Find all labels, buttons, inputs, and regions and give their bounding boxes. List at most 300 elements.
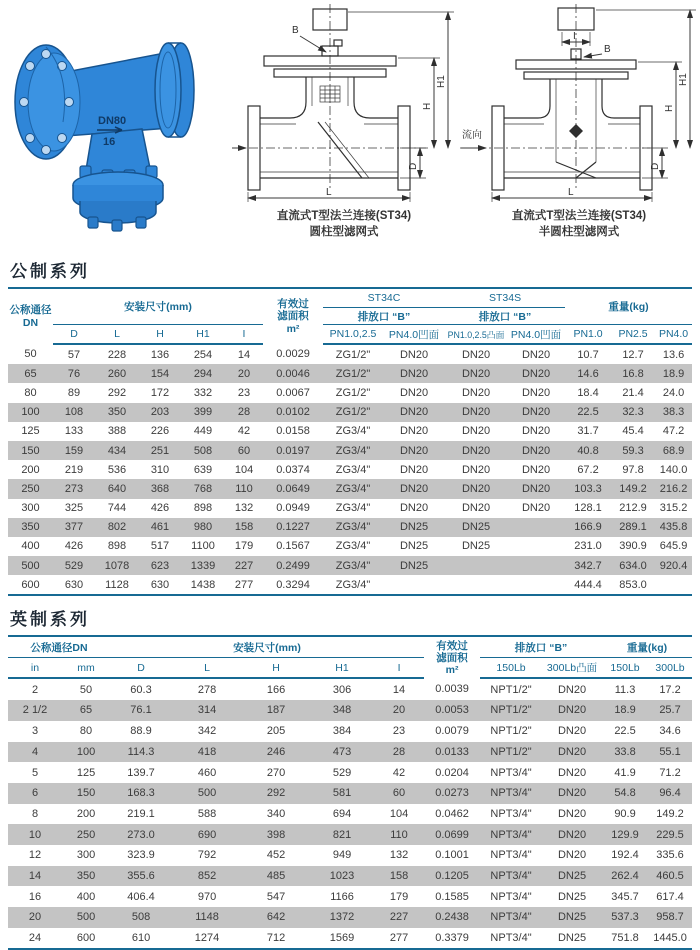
table-cell: 149.2 — [656, 807, 684, 820]
table-cell: 166.9 — [574, 521, 602, 534]
col-header-300lb-convex: 300Lb凸面 — [542, 658, 602, 679]
table-cell: 792 — [197, 849, 217, 862]
table-cell: DN20 — [557, 683, 587, 696]
table-cell: 20 — [392, 704, 406, 717]
table-cell: 40.8 — [577, 444, 599, 457]
table-cell: 1372 — [329, 911, 355, 924]
table-cell: 0.0067 — [276, 386, 310, 399]
table-cell: 226 — [150, 425, 170, 438]
table-cell: 246 — [266, 745, 286, 758]
table-cell: 60 — [392, 787, 406, 800]
table-cell: 154 — [150, 367, 170, 380]
table-cell: 0.1567 — [276, 540, 310, 553]
table-cell: NPT1/2" — [490, 745, 532, 758]
table-cell: 500 — [197, 787, 217, 800]
table-row — [8, 344, 692, 364]
table-cell: 384 — [332, 725, 352, 738]
table-cell: NPT1/2" — [490, 683, 532, 696]
table-cell: DN20 — [521, 425, 551, 438]
table-row — [8, 886, 692, 907]
imperial-series-table — [8, 635, 692, 950]
table-cell: 158 — [234, 521, 254, 534]
table-cell: NPT3/4" — [490, 828, 532, 841]
table-cell: 0.0102 — [276, 406, 310, 419]
table-cell: 452 — [266, 849, 286, 862]
table-cell: 980 — [193, 521, 213, 534]
table-cell: 67.2 — [577, 463, 599, 476]
col-header-in: in — [8, 658, 62, 679]
table-cell: 289.1 — [619, 521, 647, 534]
table-cell: 485 — [266, 869, 286, 882]
table-cell: 22.5 — [614, 725, 636, 738]
col-group-drain-c: 排放口 “B” — [323, 308, 445, 325]
table-cell: 0.1227 — [276, 521, 310, 534]
table-cell: NPT3/4" — [490, 849, 532, 862]
strainer-3d-icon — [0, 2, 230, 246]
table-cell: DN20 — [521, 367, 551, 380]
table-cell: DN20 — [461, 502, 491, 515]
dim-label-h: H — [664, 104, 675, 112]
imperial-section-title: 英制系列 — [10, 610, 90, 630]
table-cell: DN25 — [461, 521, 491, 534]
table-cell: NPT3/4" — [490, 932, 532, 945]
table-cell: 500 — [76, 911, 96, 924]
table-cell: 712 — [266, 932, 286, 945]
drawing1-caption-line1: 直流式T型法兰连接(ST34) — [276, 210, 412, 222]
table-cell: 640 — [107, 482, 127, 495]
table-cell: 435.8 — [659, 521, 688, 534]
table-cell: DN20 — [461, 482, 491, 495]
table-cell: ZG3/4" — [335, 521, 371, 534]
table-cell: 96.4 — [659, 787, 681, 800]
table-cell: 108 — [64, 406, 84, 419]
table-cell: ZG3/4" — [335, 559, 371, 572]
table-cell: 68.9 — [662, 444, 685, 457]
table-cell: 853.0 — [619, 578, 647, 591]
table-cell: 150 — [21, 444, 40, 457]
table-cell: 0.0046 — [276, 367, 310, 380]
table-cell: 90.9 — [614, 807, 636, 820]
dim-label-l: L — [568, 187, 574, 198]
table-cell: DN20 — [521, 482, 551, 495]
table-cell: 260 — [107, 367, 127, 380]
table-cell: 125 — [21, 425, 40, 438]
table-cell: 342.7 — [574, 559, 602, 572]
table-cell: 179 — [389, 890, 409, 903]
table-cell: 617.4 — [656, 890, 684, 903]
table-cell: DN20 — [399, 348, 429, 361]
table-cell: 10 — [28, 828, 42, 841]
table-cell: 205 — [266, 725, 286, 738]
table-cell: DN20 — [399, 406, 429, 419]
table-cell: 623 — [150, 559, 170, 572]
table-cell: 0.1205 — [435, 869, 469, 882]
table-cell: 132 — [389, 849, 409, 862]
table-row — [8, 575, 692, 595]
table-cell: 41.9 — [614, 766, 636, 779]
table-cell — [655, 575, 692, 595]
render-pn-label: 16 — [103, 136, 116, 148]
table-cell: ZG3/4" — [335, 463, 371, 476]
table-cell: 254 — [193, 348, 213, 361]
table-cell: 323.9 — [127, 849, 155, 862]
table-cell: ZG1/2" — [335, 406, 371, 419]
table-cell: DN25 — [557, 869, 587, 882]
dim-label-l: L — [326, 187, 332, 198]
table-cell: DN20 — [521, 502, 551, 515]
table-cell: 377 — [64, 521, 84, 534]
table-cell: 588 — [197, 807, 217, 820]
table-cell: 278 — [197, 683, 217, 696]
table-cell: 140.0 — [659, 463, 688, 476]
table-cell: 139.7 — [127, 766, 155, 779]
table-cell: 500 — [21, 559, 40, 572]
table-cell: 216.2 — [659, 482, 688, 495]
col-header-w-pn25: PN2.5 — [611, 325, 655, 345]
table-row — [8, 742, 692, 763]
table-cell: 460 — [197, 766, 217, 779]
table-cell: 50 — [24, 348, 37, 361]
table-cell: 228 — [107, 348, 127, 361]
metric-series-table — [8, 287, 692, 596]
table-cell: 292 — [107, 386, 127, 399]
table-cell: 200 — [76, 807, 96, 820]
table-cell: DN20 — [521, 386, 551, 399]
table-cell: 149.2 — [619, 482, 647, 495]
table-cell: DN20 — [521, 463, 551, 476]
table-cell: DN20 — [461, 348, 491, 361]
col-group-st34s: ST34S — [445, 288, 565, 308]
table-cell: 0.0053 — [435, 704, 469, 717]
table-cell: 21.4 — [622, 386, 644, 399]
table-cell: 100 — [21, 406, 40, 419]
table-cell: 426 — [64, 540, 84, 553]
dim-label-b: B — [604, 44, 611, 55]
table-cell: DN20 — [461, 386, 491, 399]
table-cell: 18.9 — [614, 704, 636, 717]
col-group-weight: 重量(kg) — [565, 288, 692, 325]
table-row — [8, 824, 692, 845]
table-cell: DN20 — [461, 406, 491, 419]
col-header-pn40-concave-c: PN4.0凹面 — [383, 325, 445, 345]
table-cell: DN20 — [557, 828, 587, 841]
table-cell: 80 — [79, 725, 93, 738]
col-group-drain-s: 排放口 “B” — [445, 308, 565, 325]
table-row — [8, 762, 692, 783]
table-cell: 350 — [21, 521, 40, 534]
table-cell: 292 — [266, 787, 286, 800]
table-cell: 270 — [266, 766, 286, 779]
table-cell: 23 — [392, 725, 406, 738]
dim-label-d: D — [650, 162, 661, 170]
table-cell: 821 — [332, 828, 352, 841]
table-row — [8, 845, 692, 866]
table-cell: 0.0039 — [435, 683, 469, 696]
col-header-filter-area: 有效过 滤面积 m² — [436, 639, 468, 676]
table-cell: 444.4 — [574, 578, 602, 591]
table-cell: 418 — [197, 745, 217, 758]
col-header-150lb-weight: 150Lb — [602, 658, 648, 679]
table-cell: 898 — [193, 502, 213, 515]
table-cell: DN20 — [399, 367, 429, 380]
metric-table-body — [8, 344, 692, 595]
drawing2-caption-line2: 半圆柱型滤网式 — [538, 225, 620, 238]
table-cell: 0.0079 — [435, 725, 469, 738]
col-header-dn: 公称通径 DN — [9, 304, 52, 329]
table-cell: 231.0 — [574, 540, 602, 553]
col-header-h: H — [139, 325, 181, 345]
table-cell: 0.3294 — [276, 578, 310, 591]
product-render — [0, 2, 230, 246]
table-cell: DN25 — [399, 521, 429, 534]
table-cell: DN20 — [557, 849, 587, 862]
table-cell: 0.0949 — [276, 502, 310, 515]
table-cell: 536 — [107, 463, 127, 476]
table-cell: ZG3/4" — [335, 482, 371, 495]
imperial-table-body — [8, 678, 692, 949]
table-cell: ZG1/2" — [335, 367, 371, 380]
table-cell: 449 — [193, 425, 213, 438]
table-cell: 28 — [237, 406, 251, 419]
col-header-d: D — [110, 658, 172, 679]
table-cell: 59.3 — [622, 444, 644, 457]
table-cell: 0.0029 — [276, 348, 310, 361]
table-cell: 179 — [234, 540, 254, 553]
table-cell: ZG3/4" — [335, 425, 371, 438]
flow-direction-label: 流向 — [462, 130, 482, 141]
table-cell: 136 — [150, 348, 170, 361]
table-cell: 12.7 — [622, 348, 644, 361]
table-cell: DN20 — [461, 425, 491, 438]
table-cell: 0.0374 — [276, 463, 310, 476]
table-row — [8, 721, 692, 742]
drawing1-caption-line2: 圆柱型滤网式 — [309, 225, 379, 238]
table-cell: NPT1/2" — [490, 704, 532, 717]
table-cell: DN20 — [399, 502, 429, 515]
table-cell: 0.0699 — [435, 828, 469, 841]
col-header-w-pn10: PN1.0 — [565, 325, 611, 345]
table-cell: 639 — [193, 463, 213, 476]
table-cell: 38.3 — [662, 406, 685, 419]
table-cell: DN20 — [521, 406, 551, 419]
table-cell — [507, 537, 565, 556]
table-cell: 690 — [197, 828, 217, 841]
table-cell: 14.6 — [577, 367, 599, 380]
table-cell: 47.2 — [662, 425, 685, 438]
table-cell: 390.9 — [619, 540, 647, 553]
table-cell: DN20 — [399, 444, 429, 457]
table-cell: 10.7 — [577, 348, 599, 361]
col-group-install-dims: 安装尺寸(mm) — [110, 636, 424, 658]
table-cell: 100 — [76, 745, 96, 758]
table-cell: 473 — [332, 745, 352, 758]
table-cell: 132 — [234, 502, 254, 515]
table-cell: 14 — [392, 683, 406, 696]
table-cell: 25.7 — [659, 704, 681, 717]
table-cell: 508 — [131, 911, 151, 924]
table-cell: 398 — [266, 828, 286, 841]
col-group-drain: 排放口 “B” — [480, 636, 602, 658]
table-cell: 400 — [76, 890, 96, 903]
table-cell: 23 — [237, 386, 251, 399]
table-cell: 76.1 — [130, 704, 152, 717]
table-row — [8, 928, 692, 950]
table-cell: 600 — [21, 578, 40, 591]
table-cell: 187 — [266, 704, 286, 717]
drawing2-caption — [512, 209, 646, 240]
table-cell: 104 — [389, 807, 409, 820]
col-header-l: L — [95, 325, 139, 345]
table-cell: NPT3/4" — [490, 890, 532, 903]
table-cell: 768 — [193, 482, 213, 495]
table-cell: 18.9 — [662, 367, 685, 380]
table-cell: 34.6 — [659, 725, 681, 738]
table-cell: 76 — [67, 367, 81, 380]
table-cell: DN20 — [461, 367, 491, 380]
table-cell: 1023 — [329, 869, 355, 882]
table-cell: 355.6 — [127, 869, 155, 882]
table-cell: 128.1 — [574, 502, 602, 515]
table-cell: NPT3/4" — [490, 807, 532, 820]
dim-label-h1: H1 — [678, 73, 689, 86]
col-header-h1: H1 — [181, 325, 225, 345]
table-cell: 426 — [150, 502, 170, 515]
col-header-mm: mm — [62, 658, 110, 679]
table-cell: ZG3/4" — [335, 502, 371, 515]
table-cell: 744 — [107, 502, 127, 515]
table-cell: 50 — [79, 683, 93, 696]
table-row — [8, 537, 692, 556]
table-cell: 227 — [389, 911, 409, 924]
dimension-drawing-icon — [230, 2, 458, 208]
metric-section-title: 公制系列 — [10, 262, 90, 281]
dim-label-d: D — [408, 162, 419, 170]
table-cell: 219.1 — [127, 807, 155, 820]
table-cell: 32.3 — [622, 406, 644, 419]
table-cell: 55.1 — [659, 745, 681, 758]
table-cell: 630 — [64, 578, 84, 591]
table-cell: 0.0158 — [276, 425, 310, 438]
table-cell: 166 — [266, 683, 286, 696]
table-cell: 158 — [389, 869, 409, 882]
table-row — [8, 383, 692, 402]
col-header-150lb-drain: 150Lb — [480, 658, 542, 679]
table-cell: 0.0649 — [276, 482, 310, 495]
col-header-pn1025: PN1.0,2.5 — [323, 325, 383, 345]
table-cell: DN20 — [557, 807, 587, 820]
table-cell: ZG3/4" — [335, 578, 371, 591]
table-cell: 332 — [193, 386, 213, 399]
table-row — [8, 441, 692, 460]
table-cell: DN20 — [557, 745, 587, 758]
table-cell: 970 — [197, 890, 217, 903]
table-cell: 251 — [150, 444, 170, 457]
col-header-filter-area: 有效过 滤面积 m² — [277, 298, 309, 335]
table-cell: NPT1/2" — [490, 725, 532, 738]
table-cell: 388 — [107, 425, 127, 438]
table-cell: 1148 — [195, 911, 219, 924]
table-cell: DN20 — [399, 463, 429, 476]
table-cell: 24.0 — [662, 386, 685, 399]
table-cell: 150 — [76, 787, 96, 800]
table-cell: 345.7 — [611, 890, 639, 903]
table-cell: NPT3/4" — [490, 911, 532, 924]
table-cell: 277 — [234, 578, 254, 591]
dimension-drawing-icon — [458, 2, 700, 208]
col-header-pn40-concave-s: PN4.0凹面 — [507, 325, 565, 345]
table-cell: 645.9 — [659, 540, 688, 553]
table-cell: 460.5 — [656, 869, 684, 882]
table-cell: 1438 — [190, 578, 216, 591]
dim-label-h1: H1 — [436, 75, 447, 88]
table-cell: 277 — [389, 932, 409, 945]
table-cell: 958.7 — [656, 911, 684, 924]
table-cell: 212.9 — [619, 502, 647, 515]
table-cell: 89 — [67, 386, 81, 399]
table-cell: 14 — [237, 348, 251, 361]
table-cell: DN20 — [557, 704, 587, 717]
table-cell: 547 — [266, 890, 286, 903]
table-cell: DN25 — [557, 890, 587, 903]
table-cell: DN20 — [399, 425, 429, 438]
table-cell: 168.3 — [127, 787, 155, 800]
table-cell: 227 — [234, 559, 254, 572]
table-cell: DN20 — [399, 482, 429, 495]
table-cell: DN25 — [557, 932, 587, 945]
table-cell: 88.9 — [130, 725, 152, 738]
table-cell: 14 — [28, 869, 42, 882]
table-cell: 0.0462 — [435, 807, 469, 820]
table-cell: 2 — [31, 683, 39, 696]
table-cell: 2 1/2 — [22, 704, 48, 717]
table-cell: 920.4 — [659, 559, 688, 572]
table-cell: 610 — [131, 932, 151, 945]
table-cell: 630 — [150, 578, 170, 591]
table-cell: 694 — [332, 807, 352, 820]
table-cell: 12 — [28, 849, 42, 862]
col-group-st34c: ST34C — [323, 288, 445, 308]
table-cell: 250 — [21, 482, 40, 495]
table-row — [8, 783, 692, 804]
table-cell: 314 — [197, 704, 217, 717]
table-cell: 11.3 — [614, 683, 636, 696]
col-header-300lb-weight: 300Lb — [648, 658, 692, 679]
table-cell: 20 — [237, 367, 251, 380]
table-cell: DN20 — [461, 463, 491, 476]
table-cell: 22.5 — [577, 406, 599, 419]
table-cell: 1339 — [190, 559, 216, 572]
dim-label-h: H — [422, 102, 433, 110]
table-cell: 60 — [237, 444, 251, 457]
table-cell: 0.1585 — [435, 890, 469, 903]
table-row — [8, 804, 692, 825]
table-cell: 300 — [76, 849, 96, 862]
table-cell: DN20 — [521, 444, 551, 457]
col-header-w-pn40: PN4.0 — [655, 325, 692, 345]
table-cell: 110 — [235, 482, 253, 495]
dim-label-i: I — [573, 31, 576, 42]
table-cell: 103.3 — [574, 482, 602, 495]
table-cell: 306 — [332, 683, 352, 696]
table-cell: 517 — [150, 540, 170, 553]
drawing-half-cylindrical — [458, 2, 700, 240]
table-cell: 200 — [21, 463, 40, 476]
table-cell: 0.0197 — [276, 444, 310, 457]
drawing-cylindrical — [230, 2, 458, 240]
table-cell: 65 — [24, 367, 37, 380]
table-cell: NPT3/4" — [490, 766, 532, 779]
table-cell: 6 — [31, 787, 39, 800]
